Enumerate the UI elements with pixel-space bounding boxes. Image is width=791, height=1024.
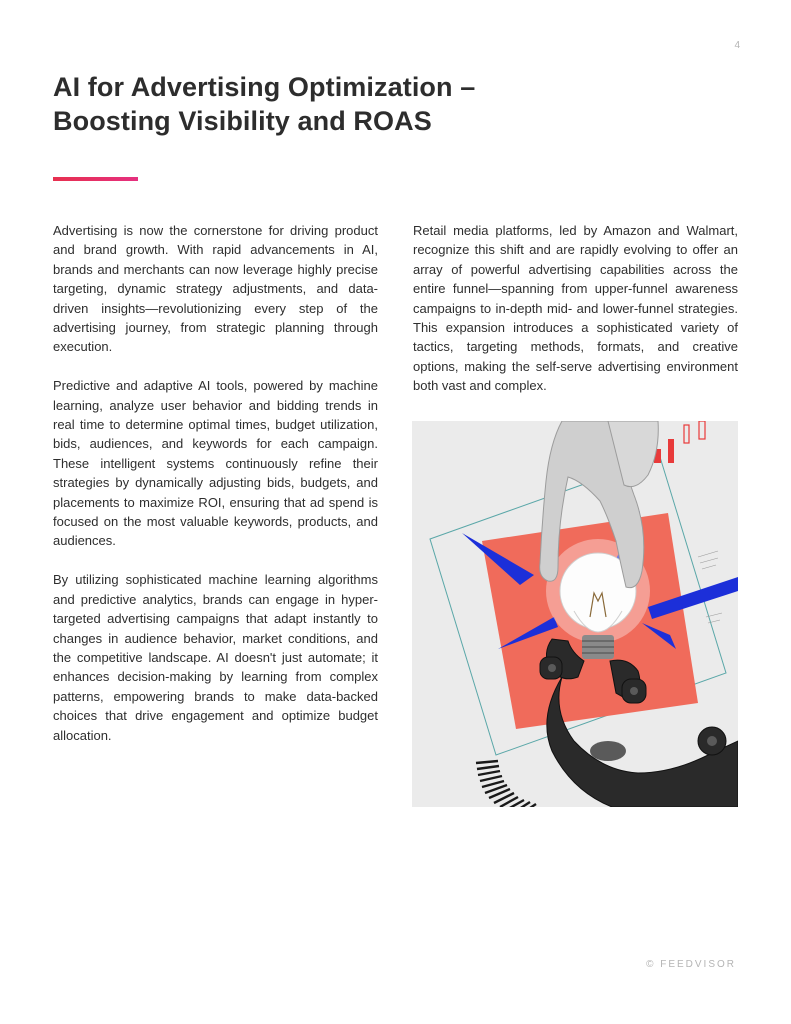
page-title (53, 70, 613, 138)
left-paragraph-1: Advertising is now the cornerstone for driving product and brand growth. With rapid advancements in AI, brands and merchants can now leverage highly precise targeting, dynamic strategy adjustments, and data-driven insights—revolutionizing every step of the advertising journey, from strategic planning through execution. (53, 223, 378, 355)
title-accent-rule (53, 177, 138, 181)
left-paragraph-2: Predictive and adaptive AI tools, powered by machine learning, analyze user behavior and bidding trends in real time to determine optimal times, budget utilization, bids, audiences, and keywords for each campaign. These intelligent systems continuously refine their strategies by dynamically adjusting bids, budgets, and placements to maximize ROI, ensuring that ad spend is focused on the most valuable keywords, products, and audiences. (53, 378, 378, 549)
left-paragraph-3: By utilizing sophisticated machine learning algorithms and predictive analytics, brands can engage in hyper-targeted advertising campaigns that adapt instantly to changes in audience behavior, market conditions, and the competitive landscape. AI doesn't just automate; it enhances decision-making by learning from complex patterns, empowering brands to make data-backed choices that drive engagement and optimize budget allocation. (53, 572, 378, 743)
right-text-column (413, 221, 738, 415)
left-text-column (53, 221, 378, 764)
hero-illustration (412, 421, 738, 807)
footer-copyright: © FEEDVISOR (646, 959, 736, 970)
right-paragraph-1: Retail media platforms, led by Amazon and Walmart, recognize this shift and are rapidly evolving to offer an array of powerful advertising capabilities across the entire funnel—spanning from upper-funnel awareness campaigns to in-depth mid- and lower-funnel strategies. This expansion introduces a sophisticated variety of tactics, targeting methods, formats, and creative options, making the self-serve advertising environment both vast and complex. (413, 223, 738, 394)
page-title-line-2: Boosting Visibility and ROAS (53, 106, 432, 136)
page-number: 4 (734, 40, 740, 51)
page-title-line-1: AI for Advertising Optimization – (53, 72, 476, 102)
human-and-robot-hand-lightbulb-illustration (412, 421, 738, 807)
